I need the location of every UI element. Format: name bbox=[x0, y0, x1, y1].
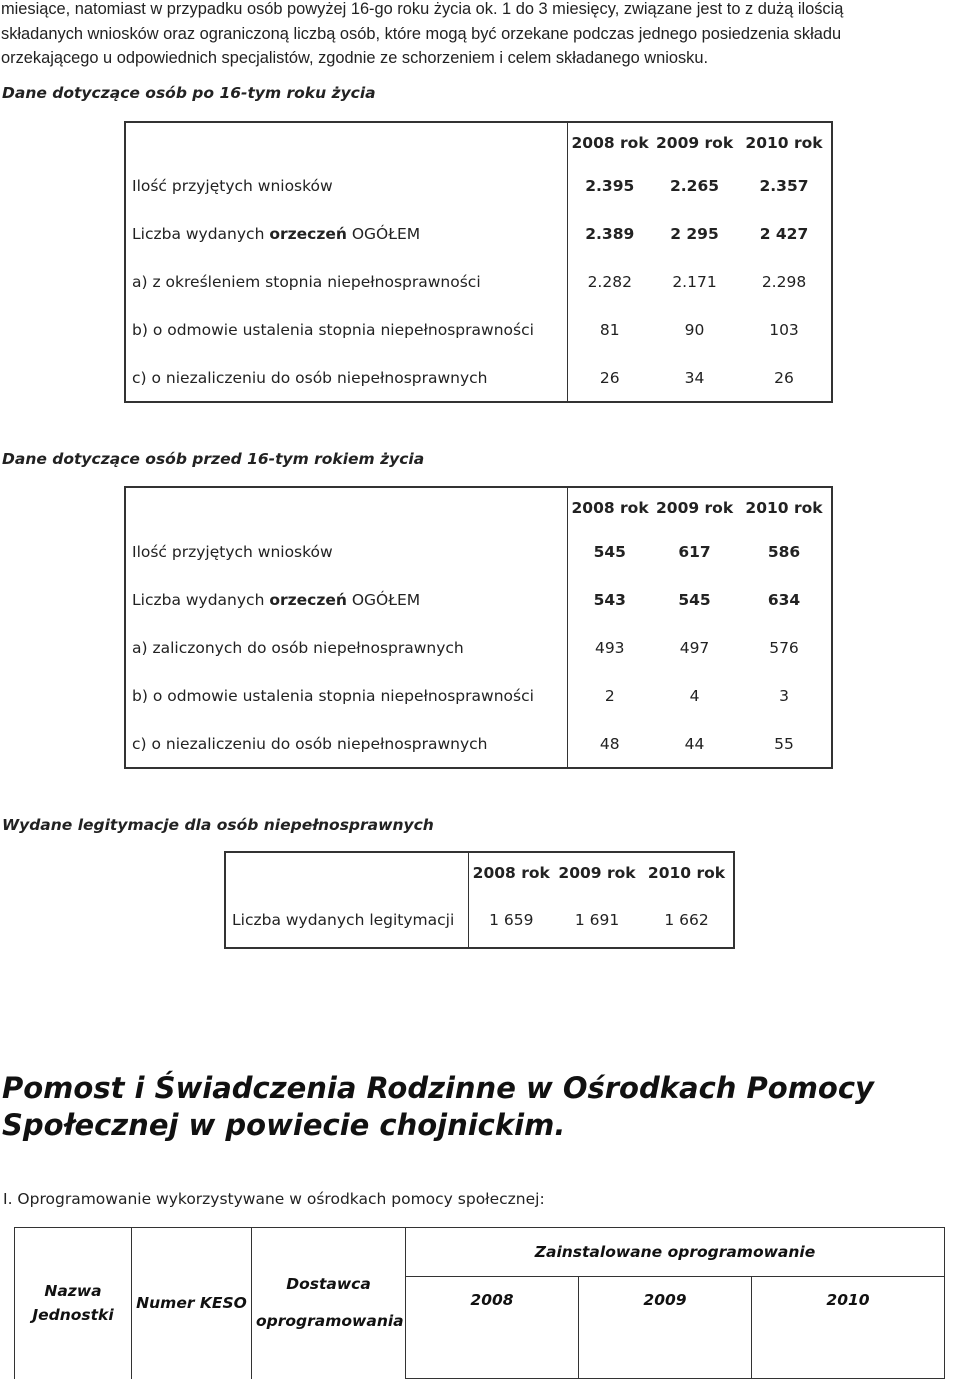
keso-header: Numer KESO bbox=[132, 1228, 252, 1379]
software-header-row bbox=[15, 1228, 945, 1277]
table-row bbox=[125, 306, 832, 354]
value-cell: 545 bbox=[678, 591, 711, 609]
row-label: b) o odmowie ustalenia stopnia niepełnosprawności bbox=[125, 672, 567, 720]
header-cell: 2010 rok bbox=[640, 852, 734, 893]
intro-paragraph bbox=[1, 0, 959, 71]
value-cell: 617 bbox=[678, 543, 711, 561]
header-cell: 2008 rok bbox=[567, 122, 652, 162]
row-label: a) zaliczonych do osób niepełnosprawnych bbox=[125, 624, 567, 672]
table-row bbox=[125, 210, 832, 258]
table-row bbox=[125, 354, 832, 402]
intro-line: składanych wniosków oraz ograniczoną liczbą osób, które mogą być orzekane podczas jednego posiedzenia składu bbox=[1, 24, 842, 43]
section3-title: Wydane legitymacje dla osób niepełnosprawnych bbox=[2, 816, 434, 834]
section2-table bbox=[124, 486, 833, 769]
value-cell: 576 bbox=[737, 624, 832, 672]
header-cell: 2010 rok bbox=[737, 122, 832, 162]
value-cell: 48 bbox=[567, 720, 652, 768]
main-title: Pomost i Świadczenia Rodzinne w Ośrodkach Pomocy Społecznej w powiecie chojnickim. bbox=[2, 1071, 874, 1142]
value-cell: 543 bbox=[593, 591, 626, 609]
value-cell: 1 691 bbox=[554, 893, 640, 948]
section1-table bbox=[124, 121, 833, 403]
value-cell: 2.298 bbox=[737, 258, 832, 306]
value-cell: 545 bbox=[593, 543, 626, 561]
software-heading: I. Oprogramowanie wykorzystywane w ośrodkach pomocy społecznej: bbox=[3, 1190, 545, 1208]
value-cell: 2 295 bbox=[670, 225, 719, 243]
value-cell: 34 bbox=[652, 354, 737, 402]
value-cell: 2.389 bbox=[585, 225, 635, 243]
value-cell: 44 bbox=[652, 720, 737, 768]
section3-table bbox=[224, 851, 735, 949]
installed-software-header: Zainstalowane oprogramowanie bbox=[406, 1228, 945, 1277]
table-row bbox=[125, 624, 832, 672]
value-cell: 90 bbox=[684, 321, 705, 339]
table-row bbox=[125, 720, 832, 768]
value-cell: 1 662 bbox=[640, 893, 734, 948]
software-table bbox=[14, 1227, 945, 1379]
header-cell: 2009 rok bbox=[652, 122, 737, 162]
table-row bbox=[125, 258, 832, 306]
value-cell: 586 bbox=[737, 528, 832, 576]
value-cell: 2.395 bbox=[585, 177, 635, 195]
year-header: 2009 bbox=[579, 1277, 752, 1379]
row-label: Liczba wydanych orzeczeń OGÓŁEM bbox=[125, 576, 567, 624]
value-cell: 103 bbox=[737, 306, 832, 354]
value-cell: 493 bbox=[594, 639, 625, 657]
header-cell: 2009 rok bbox=[554, 852, 640, 893]
table-row bbox=[125, 528, 832, 576]
intro-line: orzekającego u odpowiednich specjalistów, zgodnie ze schorzeniem i celem składanego wniosku. bbox=[1, 49, 709, 68]
section2-title: Dane dotyczące osób przed 16-tym rokiem życia bbox=[2, 450, 425, 468]
value-cell: 1 659 bbox=[468, 893, 554, 948]
table-row bbox=[225, 893, 734, 948]
unit-name-header: Nazwa Jednostki bbox=[15, 1228, 132, 1379]
value-cell: 2.265 bbox=[669, 177, 720, 195]
section1-title: Dane dotyczące osób po 16-tym roku życia bbox=[2, 84, 376, 102]
row-label: Ilość przyjętych wniosków bbox=[125, 528, 567, 576]
value-cell: 2 bbox=[604, 687, 615, 705]
header-blank-cell bbox=[125, 487, 567, 528]
header-row bbox=[125, 122, 832, 162]
row-label: Liczba wydanych legitymacji bbox=[225, 893, 468, 948]
value-cell: 2.357 bbox=[737, 162, 832, 210]
header-row bbox=[125, 487, 832, 528]
value-cell: 26 bbox=[737, 354, 832, 402]
value-cell: 55 bbox=[737, 720, 832, 768]
value-cell: 2.282 bbox=[587, 273, 632, 291]
value-cell: 2 427 bbox=[737, 210, 832, 258]
row-label: a) z określeniem stopnia niepełnosprawności bbox=[125, 258, 567, 306]
table-row bbox=[125, 162, 832, 210]
value-cell: 26 bbox=[567, 354, 652, 402]
value-cell: 497 bbox=[679, 639, 710, 657]
header-blank-cell bbox=[125, 122, 567, 162]
value-cell: 3 bbox=[737, 672, 832, 720]
header-blank-cell bbox=[225, 852, 468, 893]
intro-line: miesiące, natomiast w przypadku osób powyżej 16-go roku życia ok. 1 do 3 miesięcy, związane jest to z dużą ilością bbox=[1, 0, 844, 18]
vendor-header: Dostawca oprogramowania bbox=[252, 1228, 406, 1379]
year-header: 2010 bbox=[752, 1277, 945, 1379]
value-cell: 634 bbox=[737, 576, 832, 624]
row-label: c) o niezaliczeniu do osób niepełnosprawnych bbox=[125, 354, 567, 402]
value-cell: 2.171 bbox=[672, 273, 717, 291]
row-label: Liczba wydanych orzeczeń OGÓŁEM bbox=[125, 210, 567, 258]
header-cell: 2009 rok bbox=[652, 487, 737, 528]
row-label: b) o odmowie ustalenia stopnia niepełnosprawności bbox=[125, 306, 567, 354]
row-label: Ilość przyjętych wniosków bbox=[125, 162, 567, 210]
row-label: c) o niezaliczeniu do osób niepełnosprawnych bbox=[125, 720, 567, 768]
year-header: 2008 bbox=[406, 1277, 579, 1379]
header-cell: 2008 rok bbox=[567, 487, 652, 528]
value-cell: 81 bbox=[599, 321, 620, 339]
header-cell: 2010 rok bbox=[737, 487, 832, 528]
value-cell: 4 bbox=[689, 687, 700, 705]
header-cell: 2008 rok bbox=[468, 852, 554, 893]
header-row bbox=[225, 852, 734, 893]
table-row bbox=[125, 672, 832, 720]
table-row bbox=[125, 576, 832, 624]
